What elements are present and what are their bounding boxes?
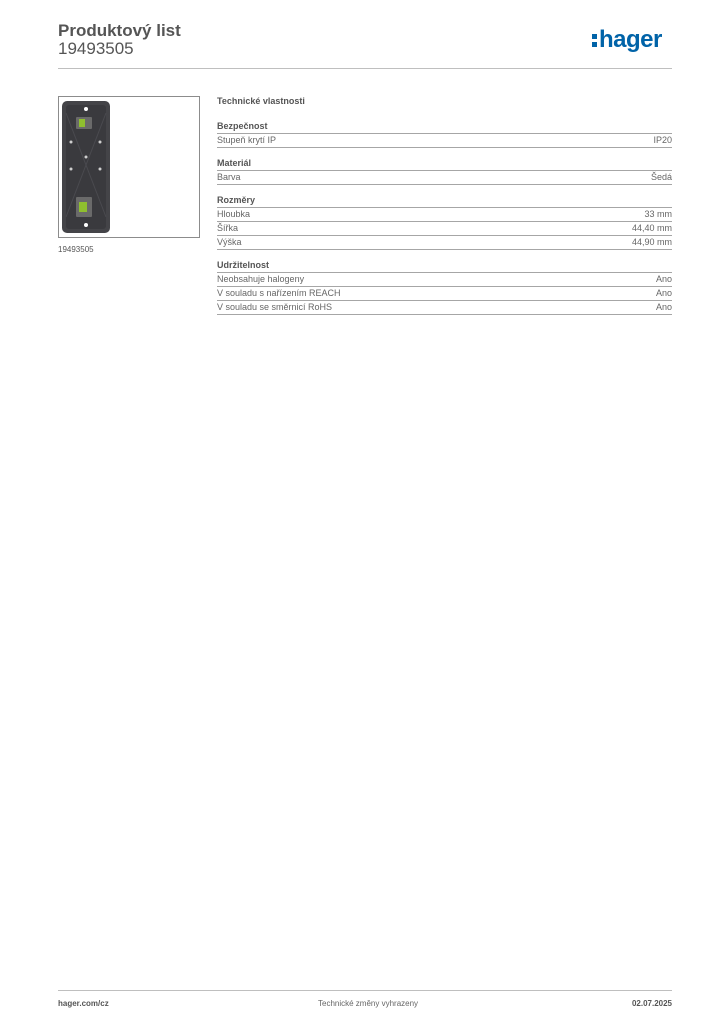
spec-row xyxy=(217,221,672,235)
spec-value: Ano xyxy=(655,274,672,284)
spec-label: Šířka xyxy=(217,223,239,233)
spec-row xyxy=(217,207,672,221)
product-photo-icon xyxy=(59,97,199,237)
spec-label: Stupeň krytí IP xyxy=(217,135,277,145)
footer-date: 02.07.2025 xyxy=(631,999,672,1008)
spec-value: 44,40 mm xyxy=(631,223,672,233)
spec-group xyxy=(217,195,672,250)
header-divider xyxy=(58,68,672,69)
page-title: Produktový list xyxy=(58,21,181,40)
spec-value: 33 mm xyxy=(644,209,672,219)
spec-row xyxy=(217,286,672,300)
footer-note: Technické změny vyhrazeny xyxy=(318,999,419,1008)
spec-row xyxy=(217,272,672,286)
spec-group xyxy=(217,158,672,185)
spec-group xyxy=(217,121,672,148)
footer-website-link[interactable]: hager.com/cz xyxy=(58,999,109,1008)
spec-label: Výška xyxy=(217,237,242,247)
spec-value: Ano xyxy=(655,288,672,298)
spec-value: Šedá xyxy=(650,172,672,182)
spec-group-title: Materiál xyxy=(217,158,252,168)
spec-value: IP20 xyxy=(653,135,672,145)
spec-rows xyxy=(217,272,672,315)
logo-text: hager xyxy=(599,26,662,53)
spec-row xyxy=(217,300,672,315)
spec-label: V souladu s nařízením REACH xyxy=(217,288,341,298)
spec-value: 44,90 mm xyxy=(631,237,672,247)
spec-group-title: Rozměry xyxy=(217,195,256,205)
spec-label: Barva xyxy=(217,172,241,182)
spec-row xyxy=(217,170,672,185)
spec-group xyxy=(217,260,672,315)
spec-rows xyxy=(217,207,672,250)
spec-rows xyxy=(217,170,672,185)
spec-label: Hloubka xyxy=(217,209,251,219)
logo-dots-icon xyxy=(592,34,597,47)
spec-label: V souladu se směrnicí RoHS xyxy=(217,302,333,312)
spec-groups xyxy=(217,121,672,315)
specs-heading: Technické vlastnosti xyxy=(217,96,305,106)
spec-row xyxy=(217,133,672,148)
footer-divider xyxy=(58,990,672,991)
spec-group-title: Udržitelnost xyxy=(217,260,270,270)
hager-logo xyxy=(592,28,662,52)
spec-group-title: Bezpečnost xyxy=(217,121,268,131)
technical-specs xyxy=(217,96,672,325)
image-caption: 19493505 xyxy=(58,245,94,254)
spec-row xyxy=(217,235,672,250)
product-image xyxy=(58,96,200,238)
product-code: 19493505 xyxy=(58,39,134,58)
spec-label: Neobsahuje halogeny xyxy=(217,274,305,284)
spec-value: Ano xyxy=(655,302,672,312)
spec-rows xyxy=(217,133,672,148)
